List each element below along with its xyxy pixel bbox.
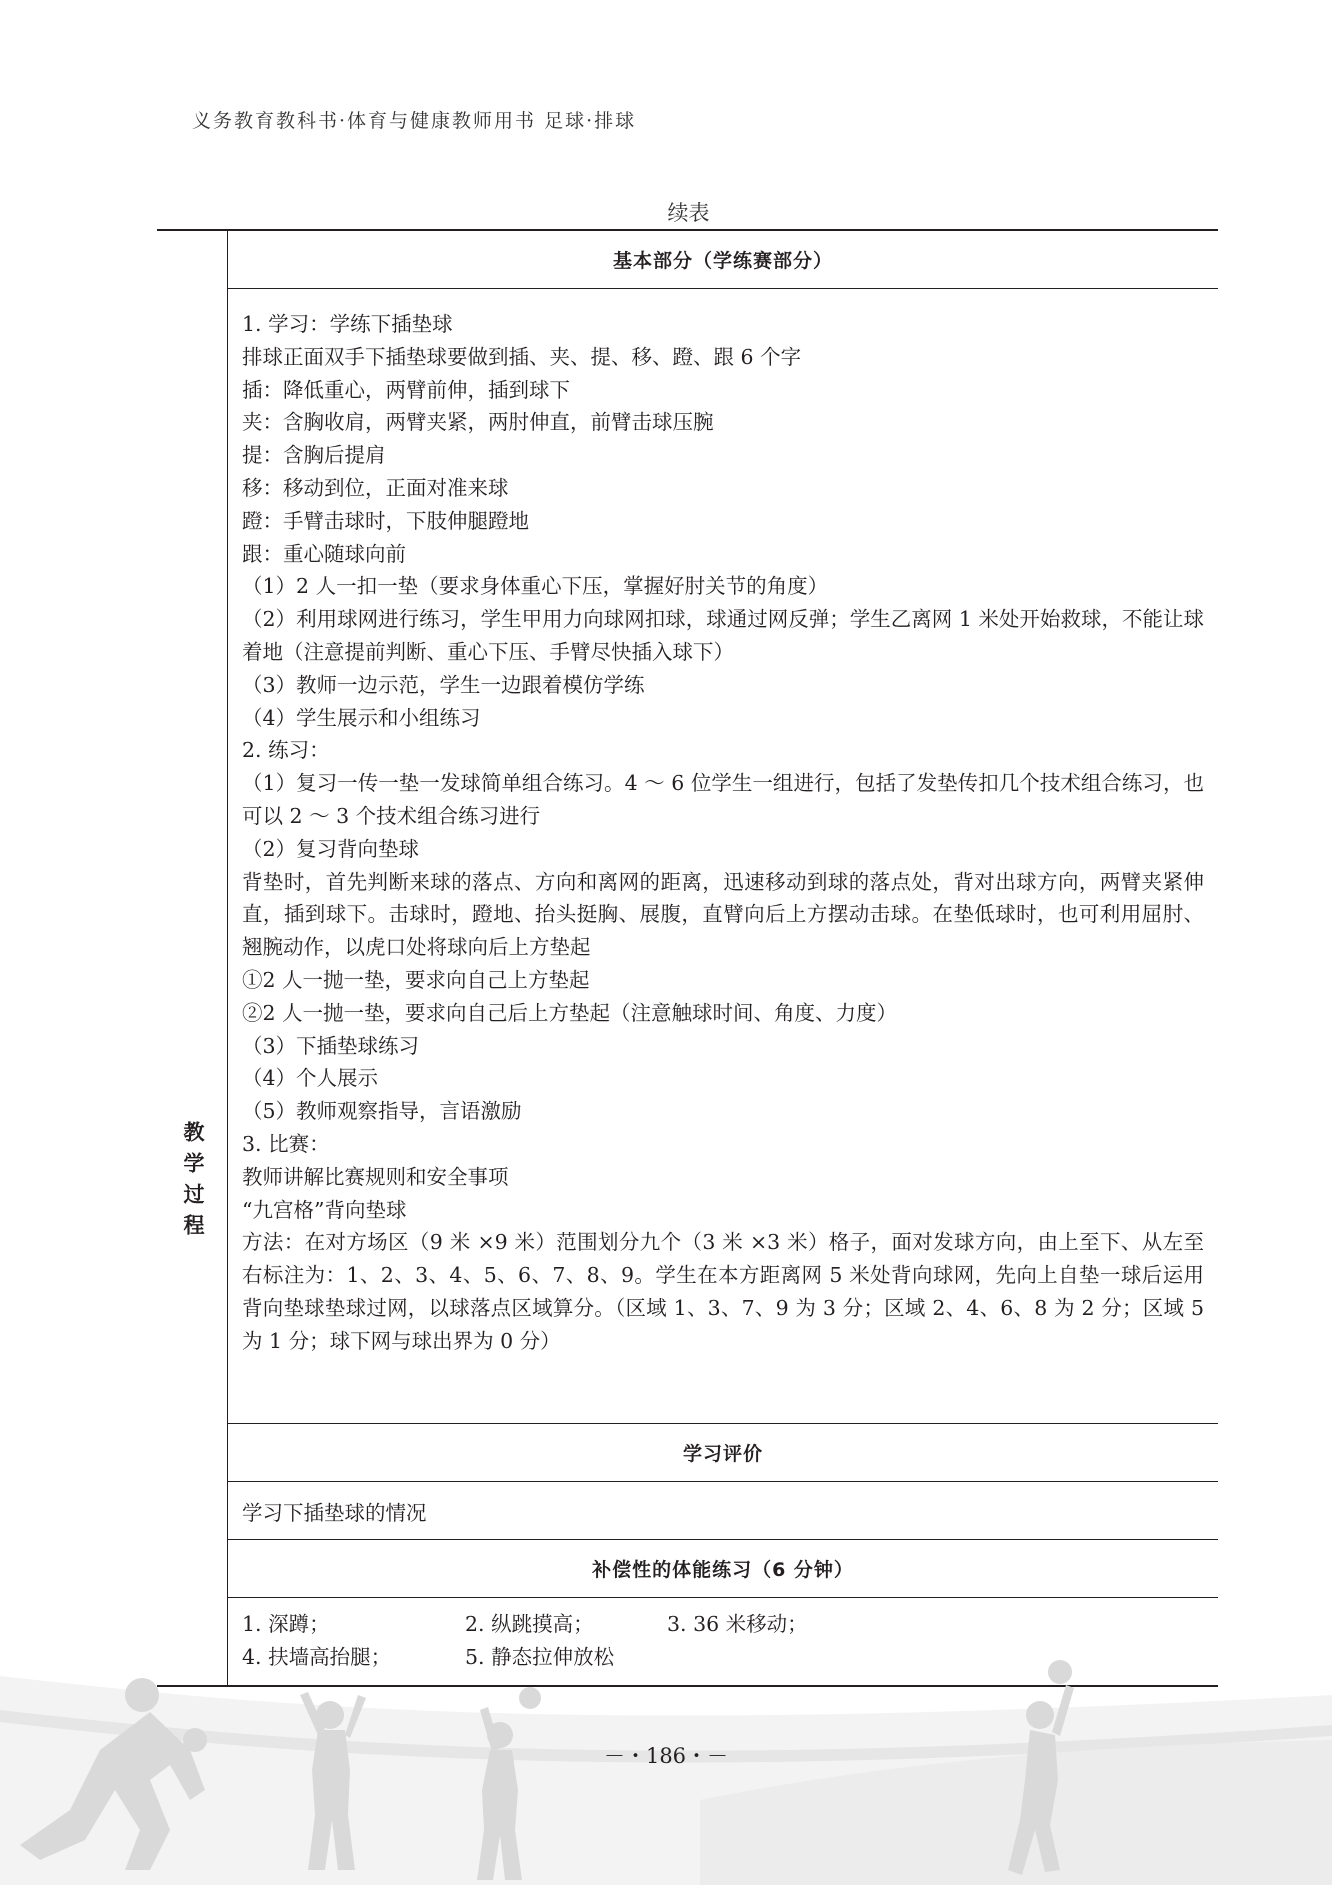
basic-part-heading: 基本部分（学练赛部分） [228, 231, 1218, 289]
text-line: （4）学生展示和小组练习 [242, 705, 481, 730]
text-line: （5）教师观察指导，言语激励 [242, 1099, 522, 1124]
text-line: （4）个人展示 [242, 1066, 379, 1091]
text-line: 3. 比赛： [242, 1131, 330, 1156]
fitness-item: 5. 静态拉伸放松 [465, 1644, 615, 1669]
text-line: 1. 学习：学练下插垫球 [242, 312, 453, 336]
text-line: ②2 人一抛一垫，要求向自己后上方垫起（注意触球时间、角度、力度） [242, 1000, 898, 1025]
text-line: 蹬：手臂击球时，下肢伸腿蹬地 [242, 508, 529, 533]
text-line: 2. 练习： [242, 738, 330, 763]
evaluation-text: 学习下插垫球的情况 [228, 1482, 1218, 1540]
text-paragraph: （2）利用球网进行练习，学生甲用力向球网扣球，球通过网反弹；学生乙离网 1 米处开始救球，不能让球着地（注意提前判断、重心下压、手臂尽快插入球下） [242, 607, 1204, 664]
text-line: 提：含胸后提肩 [242, 443, 386, 468]
text-paragraph: 背垫时，首先判断来球的落点、方向和离网的距离，迅速移动到球的落点处，背对出球方向，两臂夹紧伸直，插到球下。击球时，蹬地、抬头挺胸、展腹，直臂向后上方摆动击球。在垫低球时，也可利用屈肘、翘腕动作，以虎口处将球向后上方垫起 [242, 869, 1204, 960]
evaluation-heading: 学习评价 [228, 1424, 1218, 1482]
fitness-heading: 补偿性的体能练习（6 分钟） [228, 1540, 1218, 1598]
page-number: －・186・－ [603, 1744, 729, 1768]
fitness-item: 2. 纵跳摸高； [465, 1612, 594, 1636]
text-line: 教师讲解比赛规则和安全事项 [242, 1164, 509, 1189]
text-line: （1）2 人一扣一垫（要求身体重心下压，掌握好肘关节的角度） [242, 574, 829, 599]
text-line: 插：降低重心，两臂前伸，插到球下 [242, 377, 570, 402]
text-line: （3）下插垫球练习 [242, 1033, 420, 1058]
side-label: 教学过程 [181, 1121, 205, 1245]
fitness-item: 3. 36 米移动； [667, 1612, 808, 1636]
continued-label: 续表 [667, 201, 710, 225]
main-column [228, 231, 1218, 1685]
text-line: 跟：重心随球向前 [242, 541, 406, 566]
text-line: （2）复习背向垫球 [242, 836, 420, 861]
lesson-table [157, 229, 1218, 1687]
text-line: “九宫格”背向垫球 [242, 1197, 407, 1222]
fitness-item: 4. 扶墙高抬腿； [242, 1644, 392, 1669]
running-head: 义务教育教科书·体育与健康教师用书 足球·排球 [192, 110, 637, 132]
text-line: 夹：含胸收肩，两臂夹紧，两肘伸直，前臂击球压腕 [242, 410, 714, 435]
side-column [157, 231, 228, 1685]
text-line: 移：移动到位，正面对准来球 [242, 475, 509, 500]
basic-part-content [228, 289, 1218, 1424]
text-paragraph: 方法：在对方场区（9 米 ×9 米）范围划分九个（3 米 ×3 米）格子，面对发球方向，由上至下、从左至右标注为：1、2、3、4、5、6、7、8、9。学生在本方距离网 5 米处背向球网，先向上自垫一球后运用背向垫球垫球过网，以球落点区域算分。（区域 1、3、7、9 为 3 分；区域 2、4、6、8 为 2 分；区域 5 为 1 分；球下网与球出界为 0 分） [242, 1230, 1204, 1353]
text-line: ①2 人一抛一垫，要求向自己上方垫起 [242, 967, 590, 992]
text-line: （3）教师一边示范，学生一边跟着模仿学练 [242, 672, 645, 697]
text-paragraph: （1）复习一传一垫一发球简单组合练习。4 ～ 6 位学生一组进行，包括了发垫传扣几个技术组合练习，也可以 2 ～ 3 个技术组合练习进行 [242, 771, 1204, 828]
text-line: 排球正面双手下插垫球要做到插、夹、提、移、蹬、跟 6 个字 [242, 344, 802, 369]
fitness-item: 1. 深蹲； [242, 1612, 330, 1636]
